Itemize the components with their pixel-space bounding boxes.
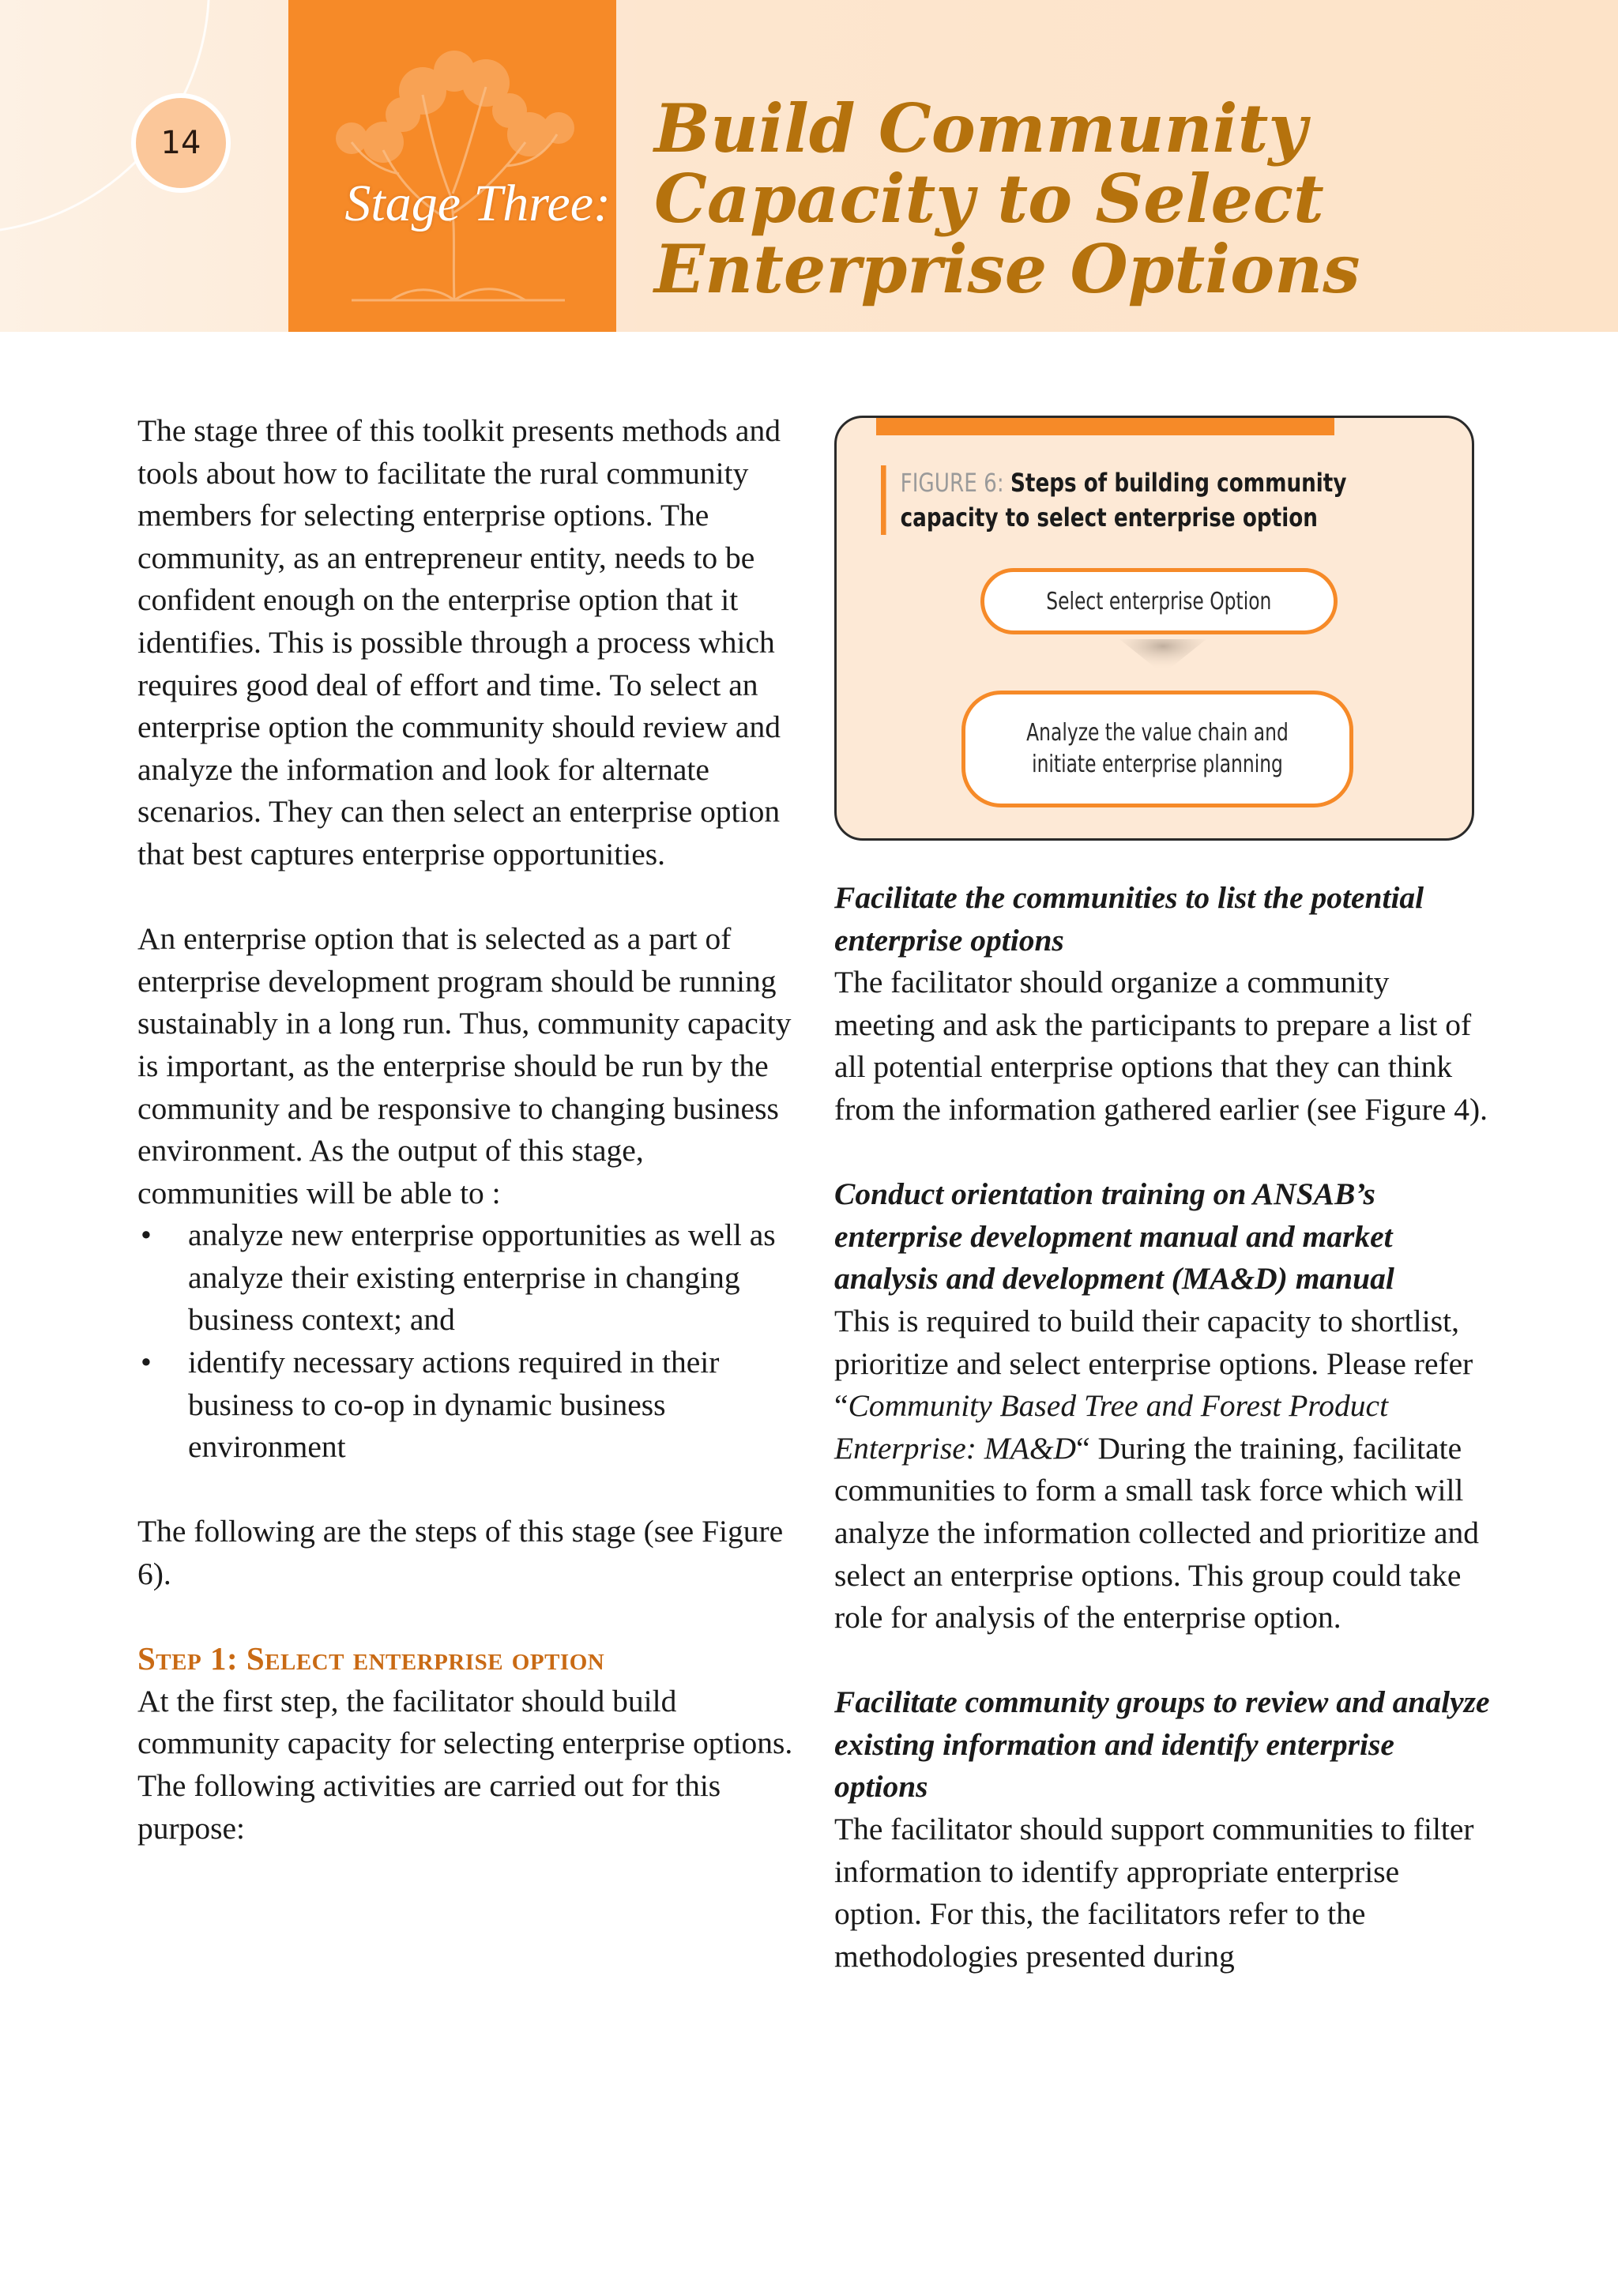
list-item: • analyze new enterprise opportunities as well as analyze their existing enterprise in changing business context; and xyxy=(137,1214,798,1342)
section2-heading: Conduct orientation training on ANSAB’s enterprise development manual and market analysis and development (MA&D) manual xyxy=(834,1176,1394,1297)
down-arrow-icon xyxy=(1119,639,1206,683)
title-line-1: Build Community xyxy=(654,89,1308,167)
flow-step-select: Select enterprise Option xyxy=(980,568,1338,634)
second-paragraph: An enterprise option that is selected as a part of enterprise development program should be running sustainably in a long run. Thus, community capacity is important, as the enterprise should be run by the community and be responsive to changing business environment. As the output of this stage, communities will be able to : xyxy=(137,921,792,1210)
figure-caption xyxy=(881,465,1354,535)
title-line-3: Enterprise Options xyxy=(654,230,1360,308)
section1-text: The facilitator should organize a community meeting and ask the participants to prepare a list of all potential enterprise options that they can think from the information gathered earlier (see Figure 4). xyxy=(834,965,1488,1127)
manual-title: Community Based Tree and Forest Product Enterprise: MA&D xyxy=(834,1388,1389,1466)
section3-text: The facilitator should support communities to filter information to identify appropriate enterprise option. For this, the facilitators refer to the methodologies presented during xyxy=(834,1812,1474,1974)
flow-step-analyze: Analyze the value chain and initiate enterprise planning xyxy=(961,691,1353,807)
title-line-2: Capacity to Select xyxy=(654,160,1324,238)
stage-label: Stage Three: xyxy=(344,175,611,232)
left-column xyxy=(137,410,798,1850)
right-column xyxy=(834,877,1490,1978)
page-title xyxy=(654,89,1586,308)
figure-6 xyxy=(834,416,1474,841)
page-number: 14 xyxy=(131,93,231,193)
outcomes-list xyxy=(137,1214,798,1469)
steps-intro: The following are the steps of this stage (see Figure 6). xyxy=(137,1514,784,1592)
figure-title: Steps of building community capacity to select enterprise option xyxy=(900,468,1347,533)
stage-banner xyxy=(288,0,616,332)
list-item: • identify necessary actions required in their business to co-op in dynamic business environment xyxy=(137,1342,798,1469)
section2-text: This is required to build their capacity to shortlist, prioritize and select enterprise options. Please refer “Community Based Tree and Forest Product Enterprise: MA&D“ During the training, facilitate communities to form a small task force which will analyze the information collected and prioritize and select an enterprise options. This group could take role for analysis of the enterprise option. xyxy=(834,1303,1479,1635)
bullet-icon: • xyxy=(141,1345,152,1380)
section1-heading: Facilitate the communities to list the potential enterprise options xyxy=(834,880,1424,958)
intro-paragraph: The stage three of this toolkit presents methods and tools about how to facilitate the rural community members for selecting enterprise options. The community, as an entrepreneur entity, needs to be confident enough on the enterprise option that it identifies. This is possible through a process which requires good deal of effort and time. To select an enterprise option the community should review and analyze the information and look for alternate scenarios. They can then select an enterprise option that best captures enterprise opportunities. xyxy=(137,413,781,871)
step1-text: At the first step, the facilitator should build community capacity for selecting enterprise options. The following activities are carried out for this purpose: xyxy=(137,1683,793,1846)
step1-heading: Step 1: Select enterprise option xyxy=(137,1640,605,1677)
section3-heading: Facilitate community groups to review and analyze existing information and identify enterprise options xyxy=(834,1684,1490,1805)
bullet-icon: • xyxy=(141,1218,152,1253)
figure-accent-bar xyxy=(876,418,1334,435)
page-header xyxy=(0,0,1618,332)
figure-label: FIGURE 6: xyxy=(900,468,1004,498)
